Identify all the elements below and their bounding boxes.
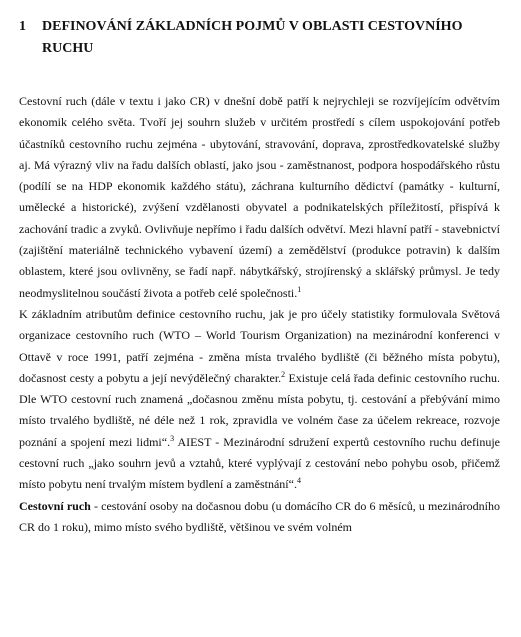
- bold-term: Cestovní ruch: [19, 498, 91, 513]
- text-segment: AIEST - Mezinárodní sdružení expertů cestovního ruchu definuje cestovní ruch „jako souhrn jevů a vztahů, které vyplývají z cestování nebo pohybu osob, přičemž místo pobytu není trvalým místem bydlení a zaměstnání“.: [19, 434, 500, 492]
- text-segment: - cestování osoby na dočasnou dobu (u domácího CR do 6 měsíců, u mezinárodního CR do 1 roku), mimo místo svého bydliště, většinou ve svém volném: [19, 498, 500, 534]
- paragraph: [19, 91, 500, 304]
- paragraph: [19, 304, 500, 496]
- footnote-ref: 2: [281, 369, 286, 379]
- footnote-ref: 3: [170, 433, 175, 443]
- chapter-number: 1: [19, 19, 26, 34]
- text-segment: Cestovní ruch (dále v textu i jako CR) v dnešní době patří k nejrychleji se rozvíjejícím odvětvím ekonomik celého světa. Tvoří jej souhrn služeb v určitém prostředí s cílem uspokojování potřeb účastníků cestovního ruchu zejména - ubytování, stravování, doprava, zprostředkovatelské služby aj. Má výrazný vliv na řadu dalších oblastí, jako jsou - zaměstnanost, podpora hospodářského růstu (podílí se na HDP ekonomik každého státu), záchrana kulturního dědictví (památky - kulturní, umělecké a historické), zvýšení vzdělanosti obyvatel a podnikatelských příležitostí, přispívá k zachování tradic a zvyků. Ovlivňuje nepřímo i řadu dalších odvětví. Mezi hlavní patří - stavebnictví (zajištění materiálně technického vybavení území) a zemědělství (produkce potravin) k dalším oblastem, které jsou ovlivněny, se řadí např. nábytkářský, strojírenský a sklářský průmysl. Je tedy neodmyslitelnou součástí života a potřeb celé společnosti.: [19, 94, 500, 300]
- chapter-title: DEFINOVÁNÍ ZÁKLADNÍCH POJMŮ V OBLASTI CESTOVNÍHO RUCHU: [42, 19, 463, 56]
- text-segment: K základním atributům definice cestovního ruchu, jak je pro účely statistiky formulovala Světová organizace cestovního ruch (WTO – World Tourism Organization) na mezinárodní konferenci v Ottavě v roce 1991, patří zejména - změna místa trvalého bydliště (či běžného místa pobytu), dočasnost cesty a pobytu a její nevýdělečný charakter.: [19, 306, 500, 385]
- chapter-heading: [19, 16, 489, 60]
- text-segment: Existuje celá řada definic cestovního ruchu. Dle WTO cestovní ruch znamená „dočasnou změnu místa pobytu, tj. cestování a přebývání mimo místo trvalého bydliště, né déle než 1 rok, zpravidla ve volném čase za účelem rekreace, rozvoje poznání a spojení mezi lidmi“.: [19, 370, 500, 449]
- footnote-ref: 1: [297, 284, 302, 294]
- footnote-ref: 4: [296, 476, 301, 486]
- paragraph: [19, 496, 500, 539]
- body-text: [19, 91, 500, 538]
